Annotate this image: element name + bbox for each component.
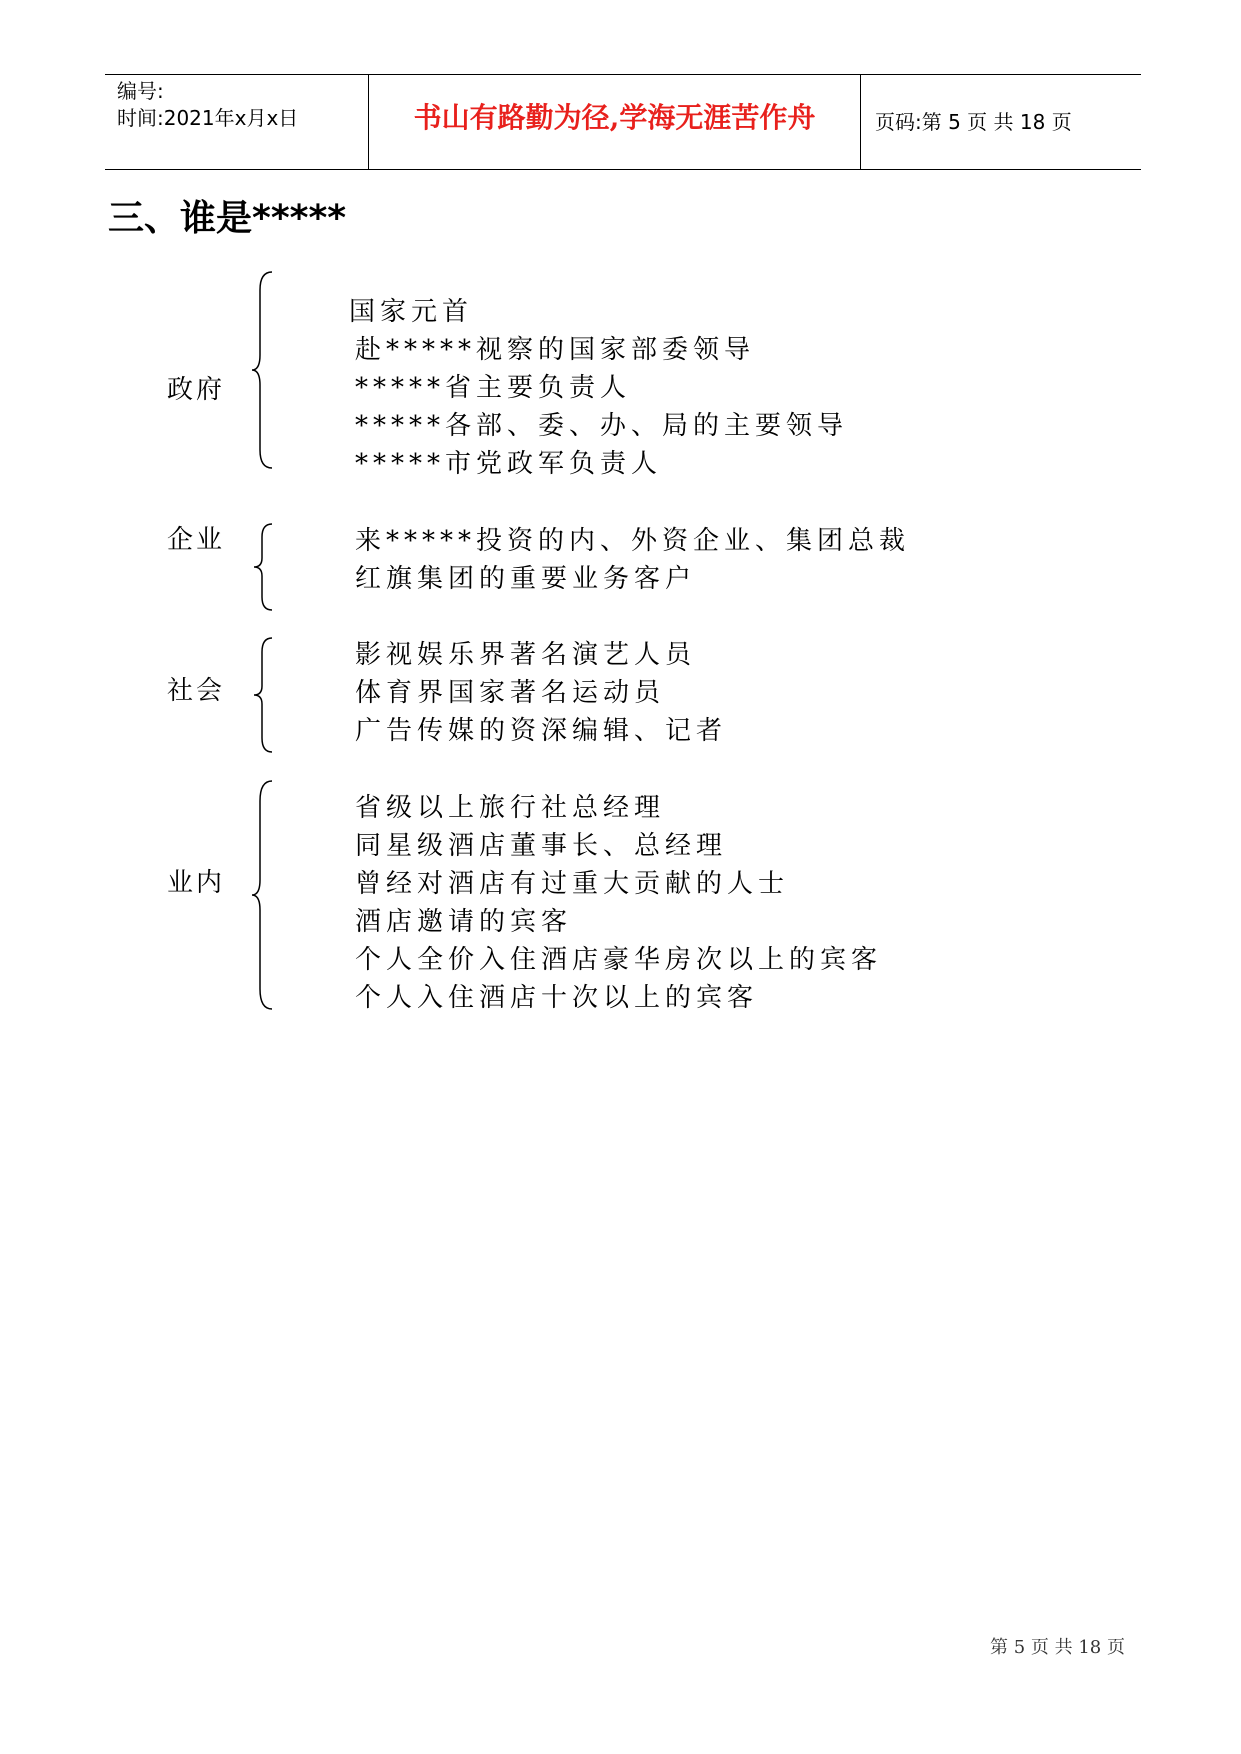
brace-icon xyxy=(250,270,280,470)
motto-text: 书山有路勤为径,学海无涯苦作舟 xyxy=(413,101,816,134)
item-list-industry xyxy=(355,789,882,1017)
item-list-society xyxy=(355,636,727,750)
list-item: 个人全价入住酒店豪华房次以上的宾客 xyxy=(355,945,883,975)
list-item: 同星级酒店董事长、总经理 xyxy=(355,831,728,861)
item-list-government xyxy=(349,293,849,483)
list-item: 曾经对酒店有过重大贡献的人士 xyxy=(355,869,790,899)
list-item: 影视娱乐界著名演艺人员 xyxy=(355,640,697,670)
list-item: 国家元首 xyxy=(349,297,474,327)
list-item: 个人入住酒店十次以上的宾客 xyxy=(355,983,759,1013)
header-left-cell xyxy=(105,75,367,169)
category-label-society: 社会 xyxy=(167,676,226,706)
time-label: 时间:2021年x月x日 xyxy=(117,106,299,130)
list-item: 省级以上旅行社总经理 xyxy=(355,793,666,823)
serial-label: 编号: xyxy=(117,79,164,103)
brace-icon xyxy=(250,522,280,612)
page-header xyxy=(105,74,1141,170)
brace-government xyxy=(250,270,280,470)
list-item: *****市党政军负责人 xyxy=(355,449,663,479)
list-item: 酒店邀请的宾客 xyxy=(355,907,573,937)
brace-icon xyxy=(250,636,280,754)
category-label-government: 政府 xyxy=(167,375,226,405)
section-heading: 三、谁是***** xyxy=(108,198,347,239)
page-footer: 第 5 页 共 18 页 xyxy=(990,1637,1125,1658)
brace-industry xyxy=(250,779,280,1011)
brace-icon xyxy=(250,779,280,1011)
header-right-cell xyxy=(861,75,1141,169)
header-middle-cell xyxy=(368,75,861,169)
item-list-enterprise xyxy=(355,522,910,598)
brace-enterprise xyxy=(250,522,280,612)
list-item: 来*****投资的内、外资企业、集团总裁 xyxy=(355,526,911,556)
list-item: *****省主要负责人 xyxy=(355,373,632,403)
category-label-industry: 业内 xyxy=(167,868,226,898)
list-item: 体育界国家著名运动员 xyxy=(355,678,666,708)
list-item: 红旗集团的重要业务客户 xyxy=(355,564,697,594)
list-item: 广告传媒的资深编辑、记者 xyxy=(355,716,728,746)
category-label-enterprise: 企业 xyxy=(167,525,226,555)
list-item: 赴*****视察的国家部委领导 xyxy=(355,335,756,365)
list-item: *****各部、委、办、局的主要领导 xyxy=(355,411,849,441)
brace-society xyxy=(250,636,280,754)
header-page-info: 页码:第 5 页 共 18 页 xyxy=(875,110,1072,134)
